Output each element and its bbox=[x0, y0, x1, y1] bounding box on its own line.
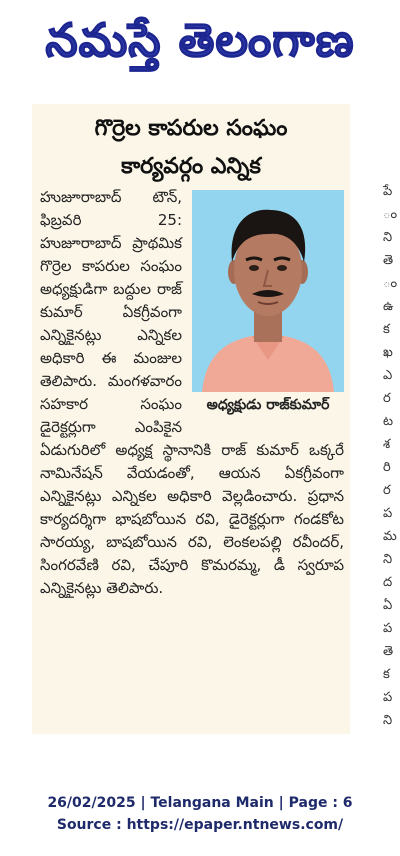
article-clipping bbox=[32, 104, 350, 734]
portrait-illustration bbox=[192, 190, 344, 392]
adjacent-text-fragment: ం bbox=[383, 207, 398, 222]
article-headline bbox=[32, 104, 350, 186]
photo-caption: అధ్యక్షుడు రాజ్‌కుమార్ bbox=[206, 397, 330, 413]
adjacent-text-fragment: ట bbox=[383, 414, 394, 429]
photo-box bbox=[192, 190, 344, 417]
headline-line-2: కార్యవర్గం ఎన్నిక bbox=[121, 154, 261, 179]
adjacent-text-fragment: ఏ bbox=[383, 598, 393, 613]
adjacent-text-fragment: ని bbox=[383, 552, 393, 567]
adjacent-text-fragment: మ bbox=[383, 529, 397, 544]
adjacent-text-fragment: ద bbox=[383, 575, 393, 590]
adjacent-text-fragment: ఉ bbox=[383, 299, 394, 314]
adjacent-article-edge bbox=[383, 180, 400, 740]
adjacent-text-fragment: క bbox=[383, 322, 390, 337]
newspaper-title: నమస్తే తెలంగాణ bbox=[45, 13, 355, 67]
person-photo bbox=[192, 190, 344, 392]
adjacent-text-fragment: పే bbox=[383, 184, 393, 199]
footer-date-page: 26/02/2025 | Telangana Main | Page : 6 bbox=[47, 795, 353, 811]
adjacent-text-fragment: ర bbox=[383, 391, 391, 406]
adjacent-text-fragment: ర bbox=[383, 483, 391, 498]
adjacent-text-fragment: ని bbox=[383, 230, 393, 245]
adjacent-text-fragment: ని bbox=[383, 713, 393, 728]
adjacent-text-fragment: ప bbox=[383, 506, 393, 521]
adjacent-text-fragment: తె bbox=[383, 644, 394, 659]
headline-line-1: గొర్రెల కాపరుల సంఘం bbox=[94, 116, 288, 141]
adjacent-text-fragment: శ bbox=[383, 437, 391, 452]
footer-source: Source : https://epaper.ntnews.com/ bbox=[56, 817, 344, 833]
article-paragraph: హుజూరాబాద్ టౌన్, ఫిబ్రవరి 25: హుజూరాబాద్ ప్రాథమిక గొర్రెల కాపరుల సంఘం అధ్యక్షుడిగా బద్దుల రాజ్ కుమార్ ఏకగ్రీవంగా ఎన్నికైనట్లు ఎన్నికల అధికారి ఈ మంజుల తెలిపారు. మంగళవారం సహకార సంఘం డైరెక్టర్లుగా ఎంపికైన ఏడుగురిలో అధ్యక్ష స్థానానికి రాజ్ కుమార్ ఒక్కరే నామినేషన్ వేయడంతో, ఆయన ఏకగ్రీవంగా ఎన్నికైనట్లు ఎన్నికల అధికారి వెల్లడించారు. ప్రధాన కార్యదర్శిగా భాషబోయిన రవి, డైరెక్టర్లుగా గండకోట సారయ్య, బాషబోయిన రవి, లెంకలపల్లి రవీందర్, సింగరవేణి రవి, చేపూరి కొమరమ్మ, డీ స్వరూప ఎన్నికైనట్లు తెలిపారు. bbox=[40, 188, 344, 597]
adjacent-text-fragment: ఎ bbox=[383, 368, 393, 383]
adjacent-text-fragment: ఖ bbox=[383, 345, 393, 360]
adjacent-text-fragment: క bbox=[383, 667, 390, 682]
adjacent-text-fragment: ప bbox=[383, 621, 393, 636]
adjacent-text-fragment: ం bbox=[383, 276, 398, 291]
masthead bbox=[0, 0, 400, 92]
adjacent-text-fragment: తె bbox=[383, 253, 394, 268]
adjacent-text-fragment: రి bbox=[383, 460, 391, 475]
adjacent-text-fragment: ప bbox=[383, 690, 393, 705]
article-body bbox=[40, 186, 344, 600]
